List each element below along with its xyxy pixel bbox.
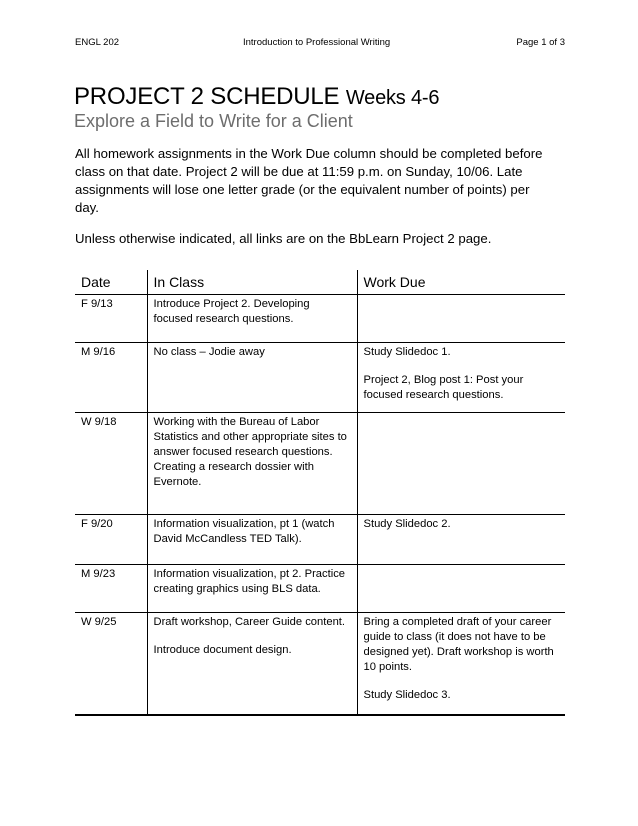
cell-in-class — [147, 613, 357, 715]
in-class-text: Introduce document design. — [153, 644, 292, 656]
cell-work-due — [357, 613, 565, 715]
cell-work-due — [357, 515, 565, 565]
column-header-in-class: In Class — [147, 270, 357, 295]
in-class-text: No class – Jodie away — [153, 346, 265, 358]
title-weeks: Weeks 4-6 — [345, 87, 440, 109]
table-row — [75, 515, 565, 565]
cell-date: M 9/23 — [75, 565, 147, 613]
page-title — [74, 83, 439, 111]
cell-work-due — [357, 413, 565, 515]
table-row — [75, 295, 565, 343]
intro-paragraph: All homework assignments in the Work Due column should be completed before class on that date. Project 2 will be due at 11:59 p.m. on Sunday, 10/06. Late assignments will lose one letter grade (or the equivalent number of points) per day. — [75, 146, 543, 215]
schedule-body — [75, 295, 565, 715]
table-row — [75, 343, 565, 413]
column-header-date: Date — [75, 270, 147, 295]
cell-work-due — [357, 565, 565, 613]
table-row — [75, 613, 565, 715]
work-due-text: Bring a completed draft of your career guide to class (it does not have to be designed yet). Draft workshop is worth 10 points. — [363, 616, 554, 673]
cell-in-class — [147, 413, 357, 515]
page-subtitle: Explore a Field to Write for a Client — [74, 111, 353, 131]
work-due-text: Project 2, Blog post 1: Post your focused research questions. — [363, 374, 524, 401]
schedule-table — [75, 270, 565, 716]
cell-in-class — [147, 565, 357, 613]
cell-date: F 9/20 — [75, 515, 147, 565]
links-note: Unless otherwise indicated, all links are on the BbLearn Project 2 page. — [75, 231, 492, 246]
column-header-work-due: Work Due — [357, 270, 565, 295]
page-indicator: Page 1 of 3 — [516, 37, 565, 48]
table-row — [75, 413, 565, 515]
running-header — [75, 37, 565, 51]
cell-date: F 9/13 — [75, 295, 147, 343]
cell-date: W 9/25 — [75, 613, 147, 715]
cell-work-due — [357, 295, 565, 343]
title-main: PROJECT 2 SCHEDULE — [74, 83, 340, 110]
cell-work-due — [357, 343, 565, 413]
work-due-text: Study Slidedoc 3. — [363, 689, 451, 701]
work-due-text: Study Slidedoc 2. — [363, 518, 451, 530]
cell-date: M 9/16 — [75, 343, 147, 413]
table-header-row — [75, 270, 565, 295]
in-class-text: Draft workshop, Career Guide content. — [153, 616, 346, 628]
cell-in-class — [147, 295, 357, 343]
course-title: Introduction to Professional Writing — [243, 37, 391, 48]
cell-in-class — [147, 515, 357, 565]
work-due-text: Study Slidedoc 1. — [363, 346, 451, 358]
in-class-text: Introduce Project 2. Developing focused research questions. — [153, 298, 310, 325]
in-class-text: Working with the Bureau of Labor Statistics and other appropriate sites to answer focused research questions. Creating a research dossier with Evernote. — [153, 416, 347, 488]
cell-date: W 9/18 — [75, 413, 147, 515]
course-code: ENGL 202 — [75, 37, 120, 48]
cell-in-class — [147, 343, 357, 413]
table-row — [75, 565, 565, 613]
in-class-text: Information visualization, pt 1 (watch David McCandless TED Talk). — [153, 518, 335, 545]
in-class-text: Information visualization, pt 2. Practice creating graphics using BLS data. — [153, 568, 346, 595]
